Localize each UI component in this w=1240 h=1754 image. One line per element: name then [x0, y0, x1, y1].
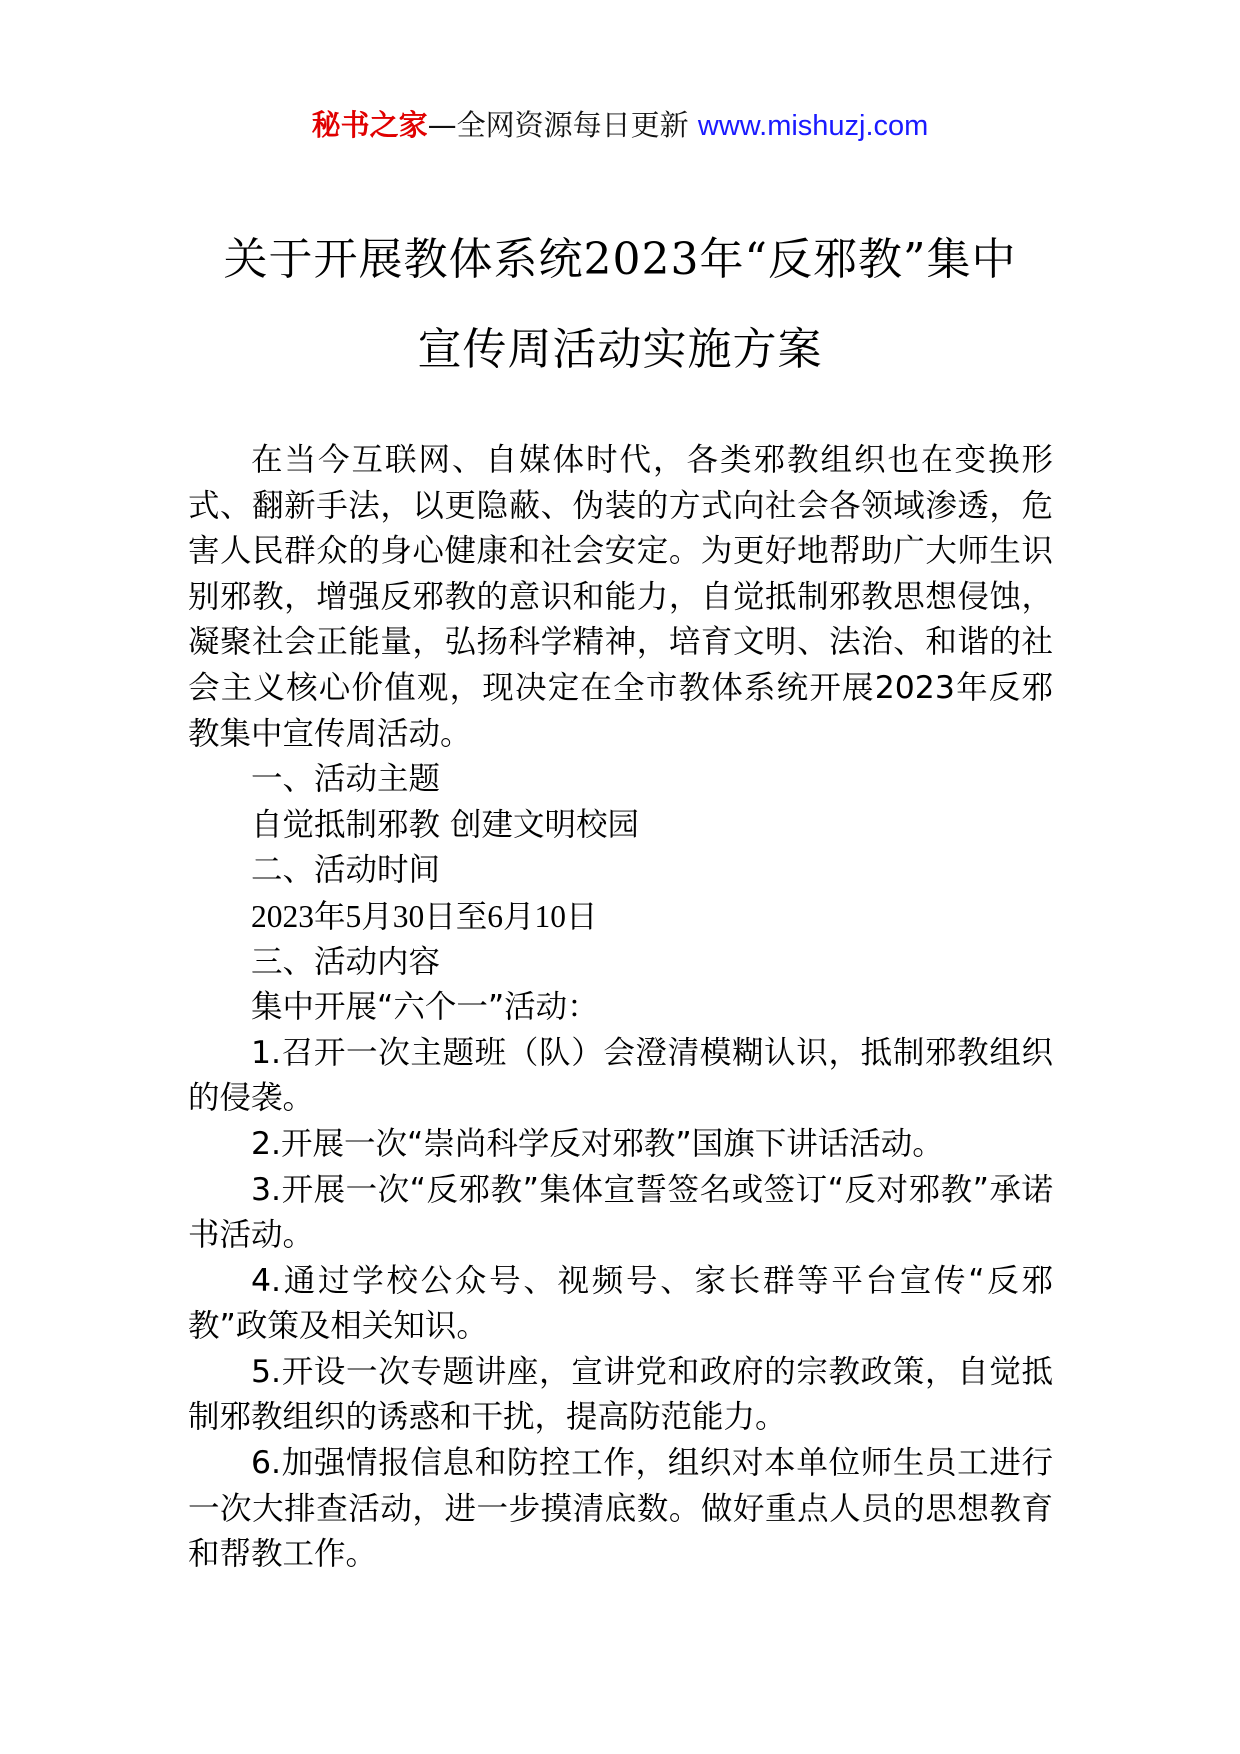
brand-name: 秘书之家	[311, 108, 428, 142]
list-item: 6.加强情报信息和防控工作，组织对本单位师生员工进行一次大排查活动，进一步摸清底数。做好重点人员的思想教育和帮教工作。	[188, 1445, 1053, 1573]
site-url-link[interactable]: www.mishuzj.com	[697, 110, 929, 142]
time-text: 2023年5月30日至6月10日	[251, 898, 598, 934]
section-heading-content: 三、活动内容	[251, 943, 441, 980]
section-heading-time: 二、活动时间	[251, 852, 441, 889]
content-intro: 集中开展“六个一”活动：	[251, 989, 599, 1026]
list-item: 4.通过学校公众号、视频号、家长群等平台宣传“反邪教”政策及相关知识。	[188, 1262, 1053, 1345]
theme-text: 自觉抵制邪教 创建文明校园	[251, 806, 640, 843]
header-slogan: —全网资源每日更新	[427, 108, 689, 142]
list-item: 2.开展一次“崇尚科学反对邪教”国旗下讲话活动。	[251, 1125, 944, 1162]
document-title-line-1: 关于开展教体系统2023年“反邪教”集中	[223, 234, 1017, 285]
intro-paragraph: 在当今互联网、自媒体时代，各类邪教组织也在变换形式、翻新手法，以更隐蔽、伪装的方式向社会各领域渗透，危害人民群众的身心健康和社会安定。为更好地帮助广大师生识别邪教，增强反邪教的意识和能力，自觉抵制邪教思想侵蚀，凝聚社会正能量，弘扬科学精神，培育文明、法治、和谐的社会主义核心价值观，现决定在全市教体系统开展2023年反邪教集中宣传周活动。	[188, 442, 1053, 752]
section-heading-theme: 一、活动主题	[251, 761, 441, 798]
list-item: 1.召开一次主题班（队）会澄清模糊认识，抵制邪教组织的侵袭。	[188, 1034, 1053, 1117]
site-header	[0, 103, 1240, 148]
document-body	[188, 438, 1053, 1578]
list-item: 3.开展一次“反邪教”集体宣誓签名或签订“反对邪教”承诺书活动。	[188, 1171, 1053, 1254]
list-item: 5.开设一次专题讲座，宣讲党和政府的宗教政策，自觉抵制邪教组织的诱惑和干扰，提高防范能力。	[188, 1353, 1053, 1436]
document-title-line-2: 宣传周活动实施方案	[417, 324, 823, 375]
